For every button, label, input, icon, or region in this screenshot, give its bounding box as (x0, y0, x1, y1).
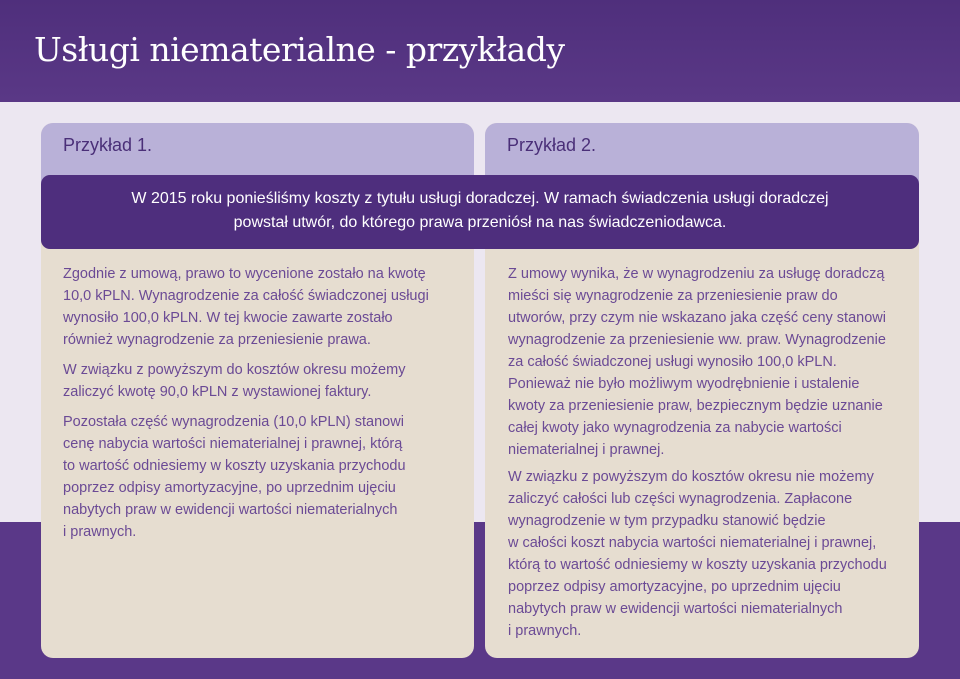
example-1-label: Przykład 1. (63, 135, 153, 155)
scenario-banner (41, 175, 919, 249)
paragraph: W związku z powyższym do kosztów okresu nie możemy zaliczyć całości lub części wynagrodzenia. Zapłacone wynagrodzenie w tym przypadku stanowić będzie w całości koszt nabycia wartości niematerialnej i prawnej, którą to wartość odniesiemy w koszty uzyskania przychodu poprzez odpisy amortyzacyjne, po uprzednim ujęciu nabytych praw w ewidencji wartości niematerialnych i prawnych. (508, 469, 887, 639)
example-2-label: Przykład 2. (507, 135, 597, 155)
example-1-text (63, 263, 463, 551)
paragraph: W związku z powyższym do kosztów okresu możemy zaliczyć kwotę 90,0 kPLN z wystawionej faktury. (63, 362, 406, 400)
slide-title: Usługi niematerialne - przykłady (34, 30, 565, 69)
example-2-text (508, 263, 908, 647)
banner-line-1: W 2015 roku ponieśliśmy koszty z tytułu usługi doradczej. W ramach świadczenia usługi doradczej (131, 190, 829, 207)
paragraph: Pozostała część wynagrodzenia (10,0 kPLN) stanowi cenę nabycia wartości niematerialnej i prawnej, którą to wartość odniesiemy w koszty uzyskania przychodu poprzez odpisy amortyzacyjne, po uprzednim ujęciu nabytych praw w ewidencji wartości niematerialnych i prawnych. (63, 414, 406, 540)
banner-line-2: powstał utwór, do którego prawa przeniósł na nas świadczeniodawca. (233, 214, 727, 231)
paragraph: Z umowy wynika, że w wynagrodzeniu za usługę doradczą mieści się wynagrodzenie za przeniesienie praw do utworów, przy czym nie wskazano jaka część ceny stanowi wynagrodzenie za przeniesienie ww. praw. Wynagrodzenie za całość świadczonej usługi wynosiło 100,0 kPLN. Ponieważ nie było możliwym wyodrębnienie i ustalenie kwoty za przeniesienie praw, bezpiecznym będzie uznanie całej kwoty jako wynagrodzenia za nabycie wartości niematerialnej i prawnej. (508, 266, 886, 458)
paragraph: Zgodnie z umową, prawo to wycenione zostało na kwotę 10,0 kPLN. Wynagrodzenie za całość świadczonej usługi wynosiło 100,0 kPLN. W tej kwocie zawarte zostało również wynagrodzenie za przeniesienie prawa. (63, 266, 429, 348)
